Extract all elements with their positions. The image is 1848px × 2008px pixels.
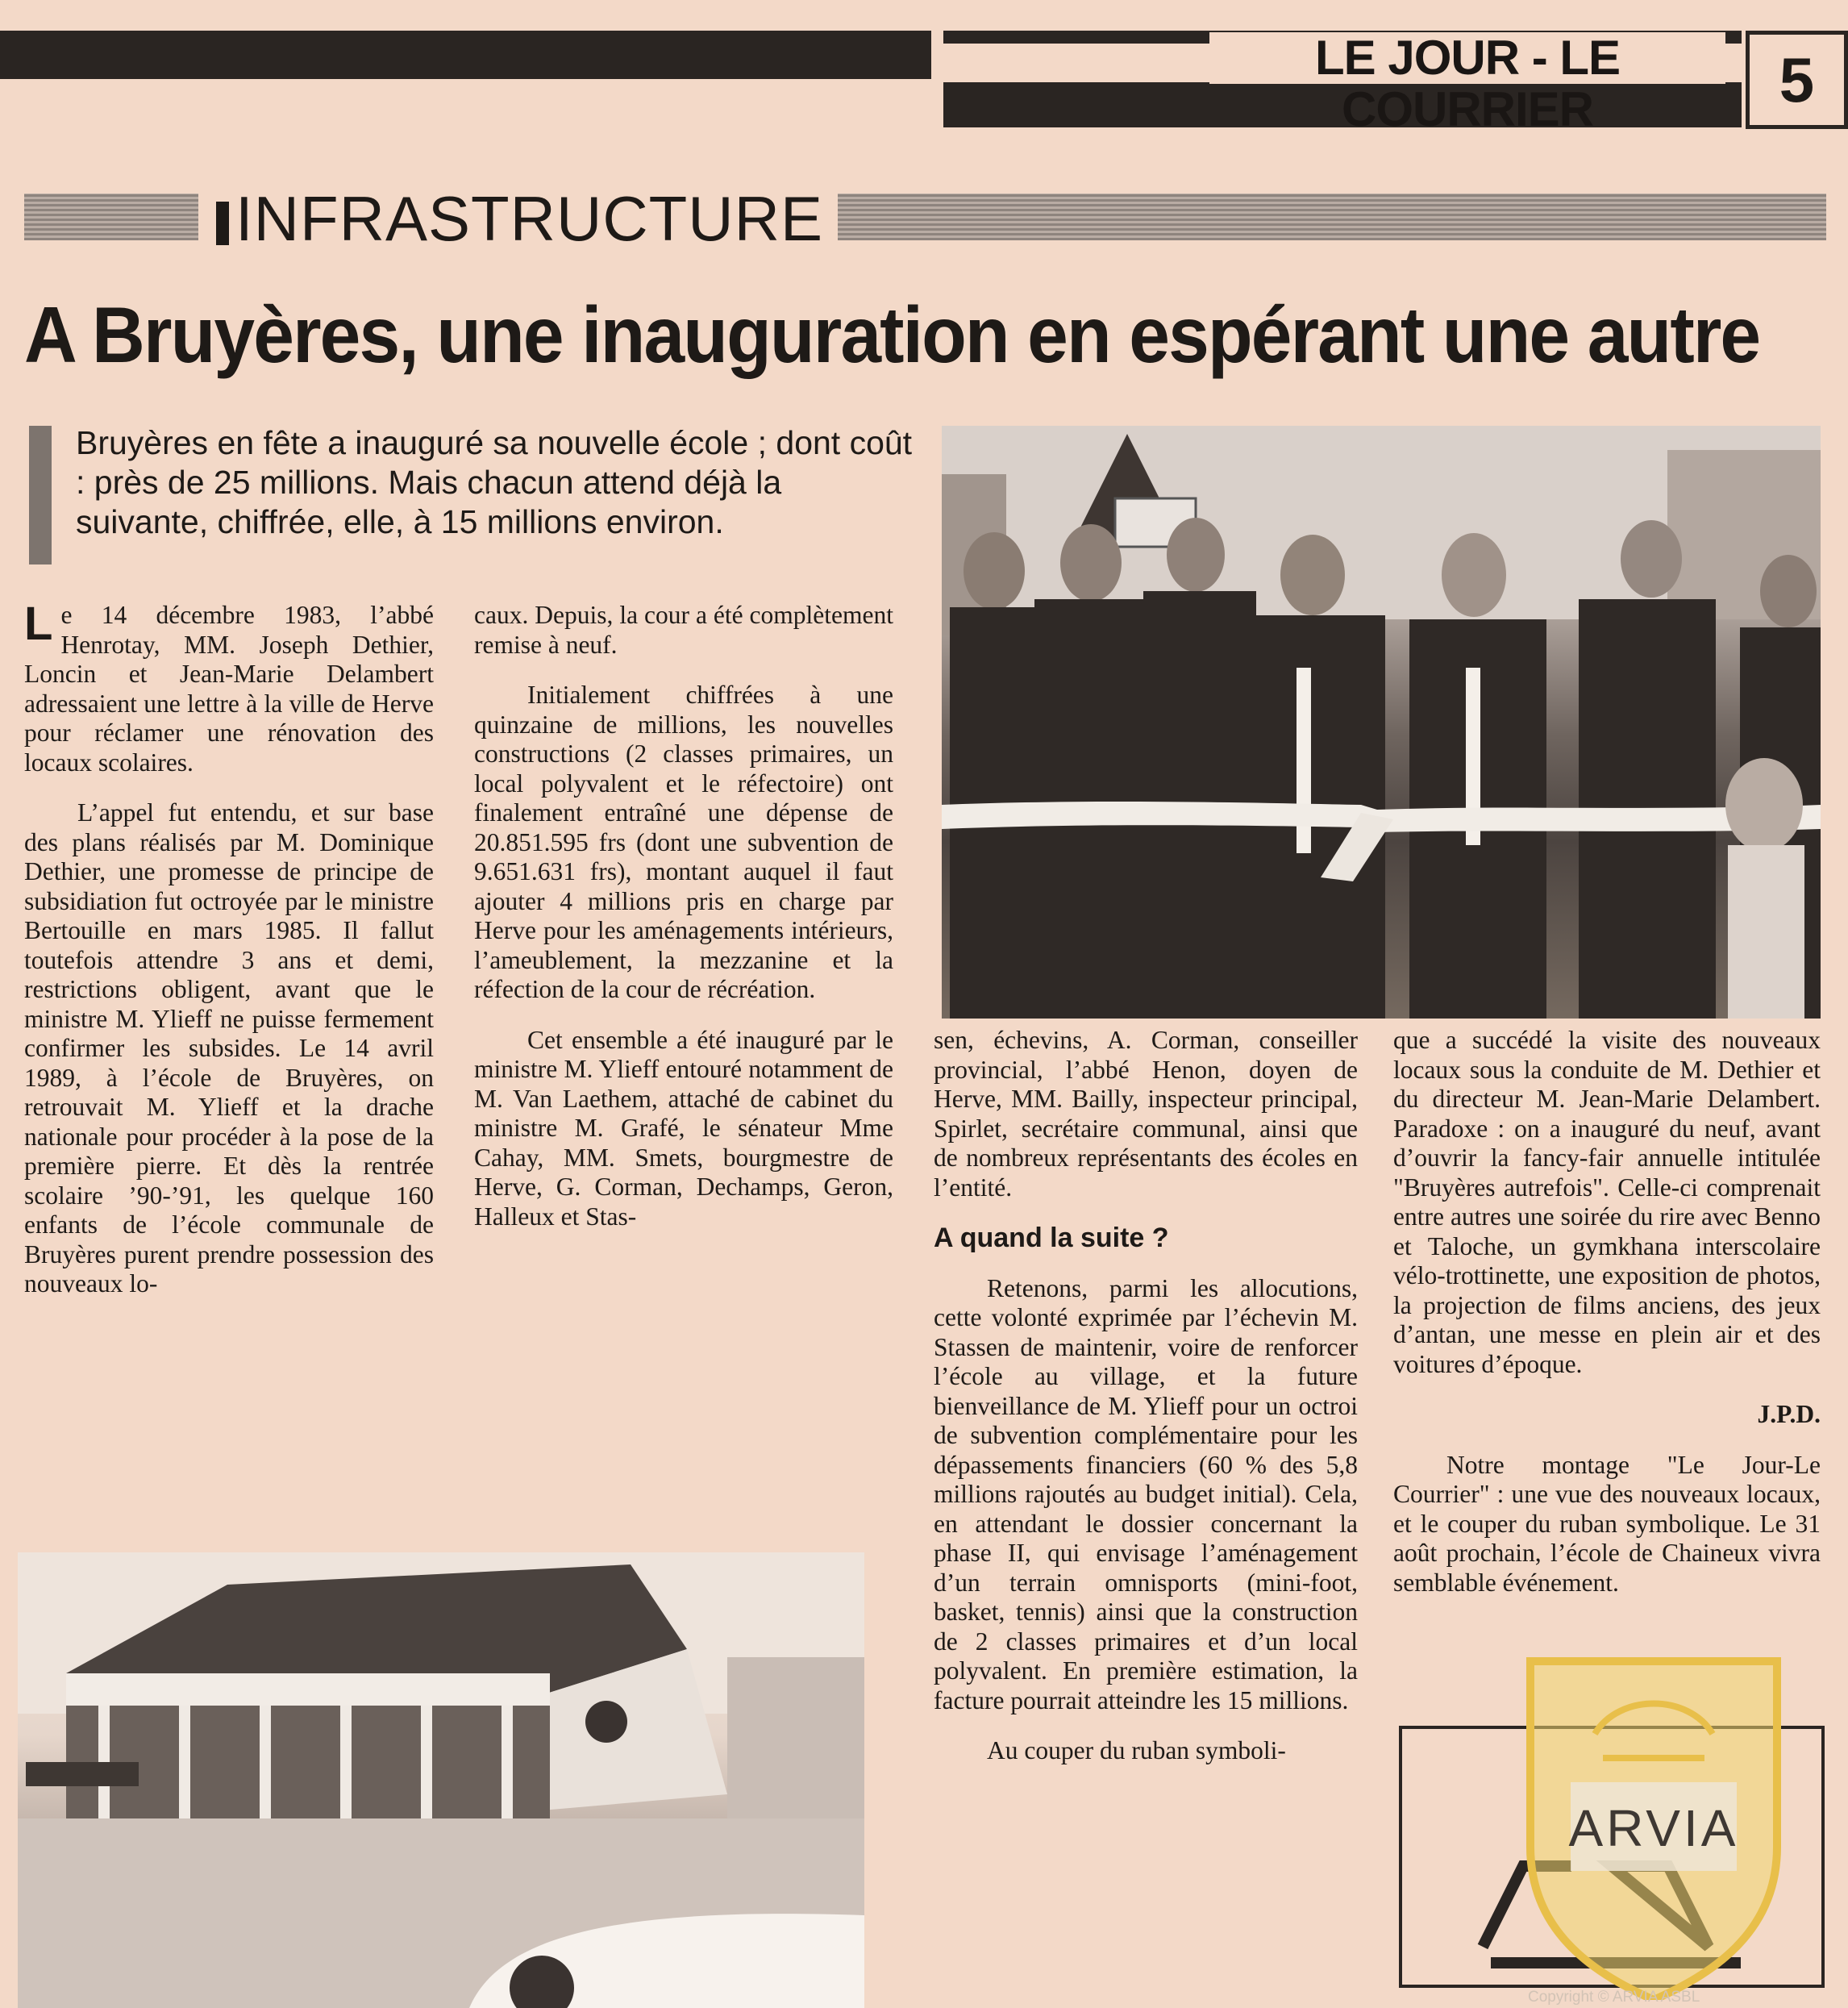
paragraph: Le 14 décembre 1983, l’abbé Henrotay, MM. Joseph Dethier, Loncin et Jean-Marie Delambert adressaient une lettre à la ville de Herve pour réclamer une rénovation des locaux scolaires. xyxy=(24,598,434,777)
school-building-illustration xyxy=(18,1552,864,2008)
paragraph: Initialement chiffrées à une quinzaine de millions, les nouvelles constructions (2 classes primaires, un local polyvalent et le réfectoire) ont finalement entraîné une dépense de 20.851.595 frs (dont une subvention de 9.651.631 frs), montant auquel il faut ajouter 4 millions pris en charge par Herve pour les aménagements intérieurs, l’ameublement, la mezzanine et la réfection de la cour de récréation. xyxy=(474,681,893,1003)
lead-marker xyxy=(29,426,52,564)
article-column-1 xyxy=(24,598,434,1320)
watermark-text: ARVIA xyxy=(1568,1799,1739,1857)
paragraph: que a succédé la visite des nouveaux locaux sous la conduite de M. Dethier et du directeur M. Jean-Marie Delambert. Paradoxe : on a inauguré du neuf, avant d’ouvrir la fancy-fair annuelle intitulée "Bruyères autrefois". Celle-ci comprenait entre autres une soirée du rire avec Benno et Taloche, un gymkhana interscolaire vélo-trottinette, une exposition de photos, la projection de films anciens, des jeux d’antan, une messe en plein air et des voitures d’époque. xyxy=(1393,1026,1821,1378)
newspaper-title: LE JOUR - LE COURRIER xyxy=(1209,32,1725,84)
paragraph: Retenons, parmi les allocutions, cette volonté exprimée par l’échevin M. Stassen de maintenir, voire de renforcer l’école au village, et la future bienveillance de M. Ylieff pour un octroi de subvention complémentaire pour les dépassements financiers (60 % des 5,8 millions rajoutés au budget initial). Cela, en attendant le dossier concernant la phase II, qui envisage l’aménagement d’un terrain omnisports (mini-foot, basket, tennis) ainsi que la construction de 2 classes primaires et d’un local polyvalent. En première estimation, la facture pourrait atteindre les 15 millions. xyxy=(934,1273,1358,1714)
lead-paragraph: Bruyères en fête a inauguré sa nouvelle école ; dont coût : près de 25 millions. Mais chacun attend déjà la suivante, chiffrée, elle, à 15 millions environ. xyxy=(76,424,913,540)
subheading: A quand la suite ? xyxy=(934,1223,1169,1253)
drop-cap: L xyxy=(24,598,53,650)
paragraph: caux. Depuis, la cour a été complètement remise à neuf. xyxy=(474,601,893,659)
photo-ribbon-cutting xyxy=(942,426,1821,1019)
article-column-3 xyxy=(934,1026,1358,1787)
photo-school-building xyxy=(18,1552,864,2008)
paragraph: L’appel fut entendu, et sur base des plans réalisés par M. Dominique Dethier, une promesse de principe de subsidiation fut octroyée par le ministre Bertouille en mars 1985. Il fallut toutefois attendre 3 ans et demi, restrictions obligent, avant que le ministre M. Ylieff ne puisse fermement confirmer les subsides. Le 14 avril 1989, à l’école de Bruyères, on retrouvait M. Ylieff et la drache nationale pour procéder à la pose de la première pierre. Et dès la rentrée scolaire ’90-’91, les quelque 160 enfants de l’école communale de Bruyères purent prendre possession des nouveaux lo- xyxy=(24,798,434,1298)
article-column-4 xyxy=(1393,1026,1821,1618)
author-signature: J.P.D. xyxy=(1757,1400,1821,1428)
paragraph: Au couper du ruban symboli- xyxy=(987,1736,1286,1764)
paragraph: Cet ensemble a été inauguré par le ministre M. Ylieff entouré notamment de M. Van Laethem, attaché de cabinet du ministre M. Grafé, le sénateur Mme Cahay, MM. Smets, bourgmestre de Herve, G. Corman, Dechamps, Geron, Halleux et Stas- xyxy=(474,1025,893,1231)
masthead-rule-left xyxy=(0,31,931,79)
headline: A Bruyères, une inauguration en espérant une autre xyxy=(24,290,1760,379)
ribbon-cutting-illustration xyxy=(942,426,1821,1019)
article-column-2 xyxy=(474,601,893,1252)
page-number: 5 xyxy=(1746,31,1848,129)
paragraph: sen, échevins, A. Corman, conseiller provincial, l’abbé Henon, doyen de Herve, MM. Bailly, inspecteur principal, Spirlet, secrétaire communal, ainsi que de nombreux représentants des écoles en l’entité. xyxy=(934,1026,1358,1202)
photo-caption: Notre montage "Le Jour-Le Courrier" : une vue des nouveaux locaux, et le couper du ruban symbolique. Le 31 août prochain, l’école de Chaineux vivra semblable événement. xyxy=(1393,1450,1821,1597)
section-label: INFRASTRUCTURE xyxy=(198,185,838,252)
copyright-notice: Copyright © ARVIA ASBL xyxy=(1528,1989,1700,2006)
